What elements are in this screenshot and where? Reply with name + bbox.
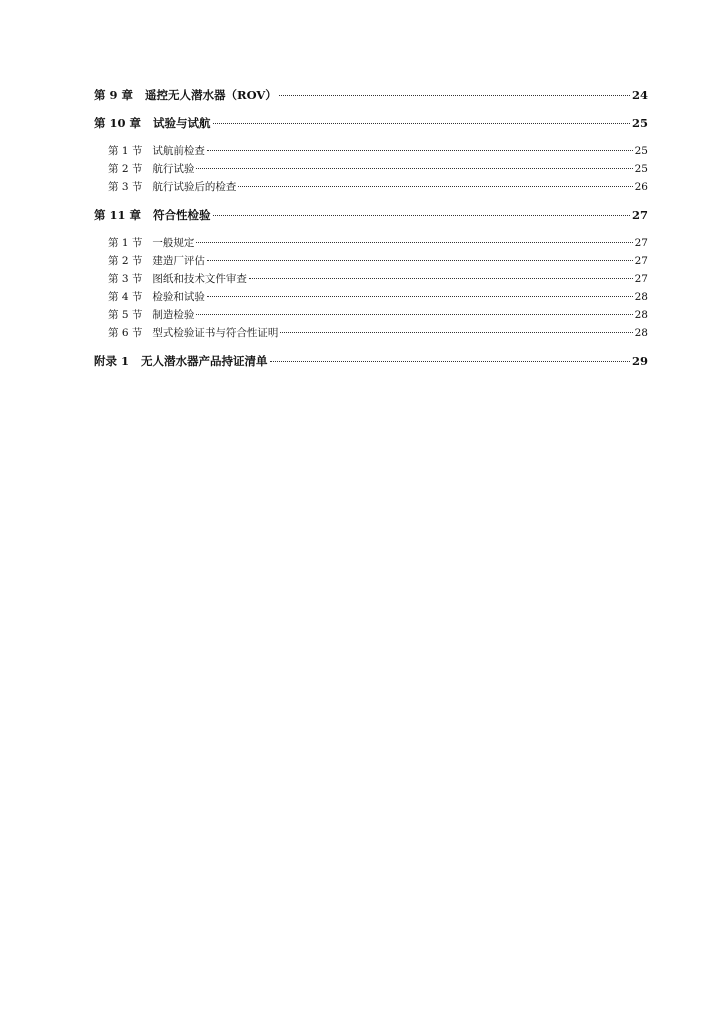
dot-leader — [196, 168, 632, 169]
dot-leader — [207, 260, 633, 261]
toc-title: 图纸和技术文件审查 — [152, 273, 247, 285]
toc-title: 一般规定 — [152, 237, 195, 249]
toc-number: 第 5 节 — [108, 309, 143, 321]
dot-leader — [207, 296, 633, 297]
dot-leader — [238, 186, 632, 187]
toc-title: 型式检验证书与符合性证明 — [152, 327, 279, 339]
toc-entry-section-10-3[interactable] — [94, 178, 648, 196]
dot-leader — [213, 215, 630, 216]
toc-page-number: 28 — [634, 291, 648, 303]
toc-page-number: 29 — [631, 354, 648, 368]
toc-number: 第 3 节 — [108, 273, 143, 285]
toc-entry-section-11-3[interactable] — [94, 270, 648, 288]
toc-entry-section-11-5[interactable] — [94, 306, 648, 324]
toc-entry-section-11-4[interactable] — [94, 288, 648, 306]
toc-entry-chapter-11[interactable] — [94, 206, 648, 224]
toc-number: 第 1 节 — [108, 145, 143, 157]
toc-entry-section-10-2[interactable] — [94, 160, 648, 178]
toc-page-number: 27 — [634, 273, 648, 285]
toc-number: 第 2 节 — [108, 255, 143, 267]
toc-page-number: 25 — [634, 163, 648, 175]
toc-title: 航行试验 — [152, 163, 195, 175]
toc-number: 附录 1 — [94, 354, 130, 368]
toc-page-number: 26 — [634, 181, 648, 193]
toc-number: 第 4 节 — [108, 291, 143, 303]
dot-leader — [270, 361, 630, 362]
toc-page-number: 28 — [634, 309, 648, 321]
dot-leader — [249, 278, 633, 279]
toc-entry-chapter-10[interactable] — [94, 114, 648, 132]
toc-title: 无人潜水器产品持证清单 — [141, 354, 268, 368]
dot-leader — [207, 150, 633, 151]
toc-entry-appendix-1[interactable] — [94, 352, 648, 370]
dot-leader — [213, 123, 630, 124]
toc-title: 试航前检查 — [152, 145, 205, 157]
dot-leader — [196, 314, 632, 315]
table-of-contents — [94, 86, 648, 370]
toc-title: 航行试验后的检查 — [152, 181, 237, 193]
toc-number: 第 9 章 — [94, 88, 134, 102]
toc-title: 建造厂评估 — [152, 255, 205, 267]
dot-leader — [196, 242, 632, 243]
toc-entry-section-10-1[interactable] — [94, 142, 648, 160]
toc-entry-section-11-2[interactable] — [94, 252, 648, 270]
toc-number: 第 10 章 — [94, 116, 142, 130]
dot-leader — [279, 95, 630, 96]
toc-page-number: 27 — [634, 255, 648, 267]
toc-page-number: 27 — [631, 208, 648, 222]
toc-number: 第 2 节 — [108, 163, 143, 175]
toc-number: 第 1 节 — [108, 237, 143, 249]
toc-page-number: 25 — [634, 145, 648, 157]
toc-page-number: 28 — [634, 327, 648, 339]
toc-title: 遥控无人潜水器（ROV） — [145, 88, 277, 102]
toc-title: 检验和试验 — [152, 291, 205, 303]
toc-page-number: 24 — [631, 88, 648, 102]
toc-number: 第 3 节 — [108, 181, 143, 193]
toc-entry-section-11-1[interactable] — [94, 234, 648, 252]
toc-title: 符合性检验 — [153, 208, 211, 222]
toc-number: 第 6 节 — [108, 327, 143, 339]
toc-page-number: 25 — [631, 116, 648, 130]
toc-number: 第 11 章 — [94, 208, 142, 222]
dot-leader — [280, 332, 632, 333]
toc-title: 制造检验 — [152, 309, 195, 321]
toc-entry-section-11-6[interactable] — [94, 324, 648, 342]
toc-page-number: 27 — [634, 237, 648, 249]
toc-title: 试验与试航 — [153, 116, 211, 130]
toc-entry-chapter-9[interactable] — [94, 86, 648, 104]
